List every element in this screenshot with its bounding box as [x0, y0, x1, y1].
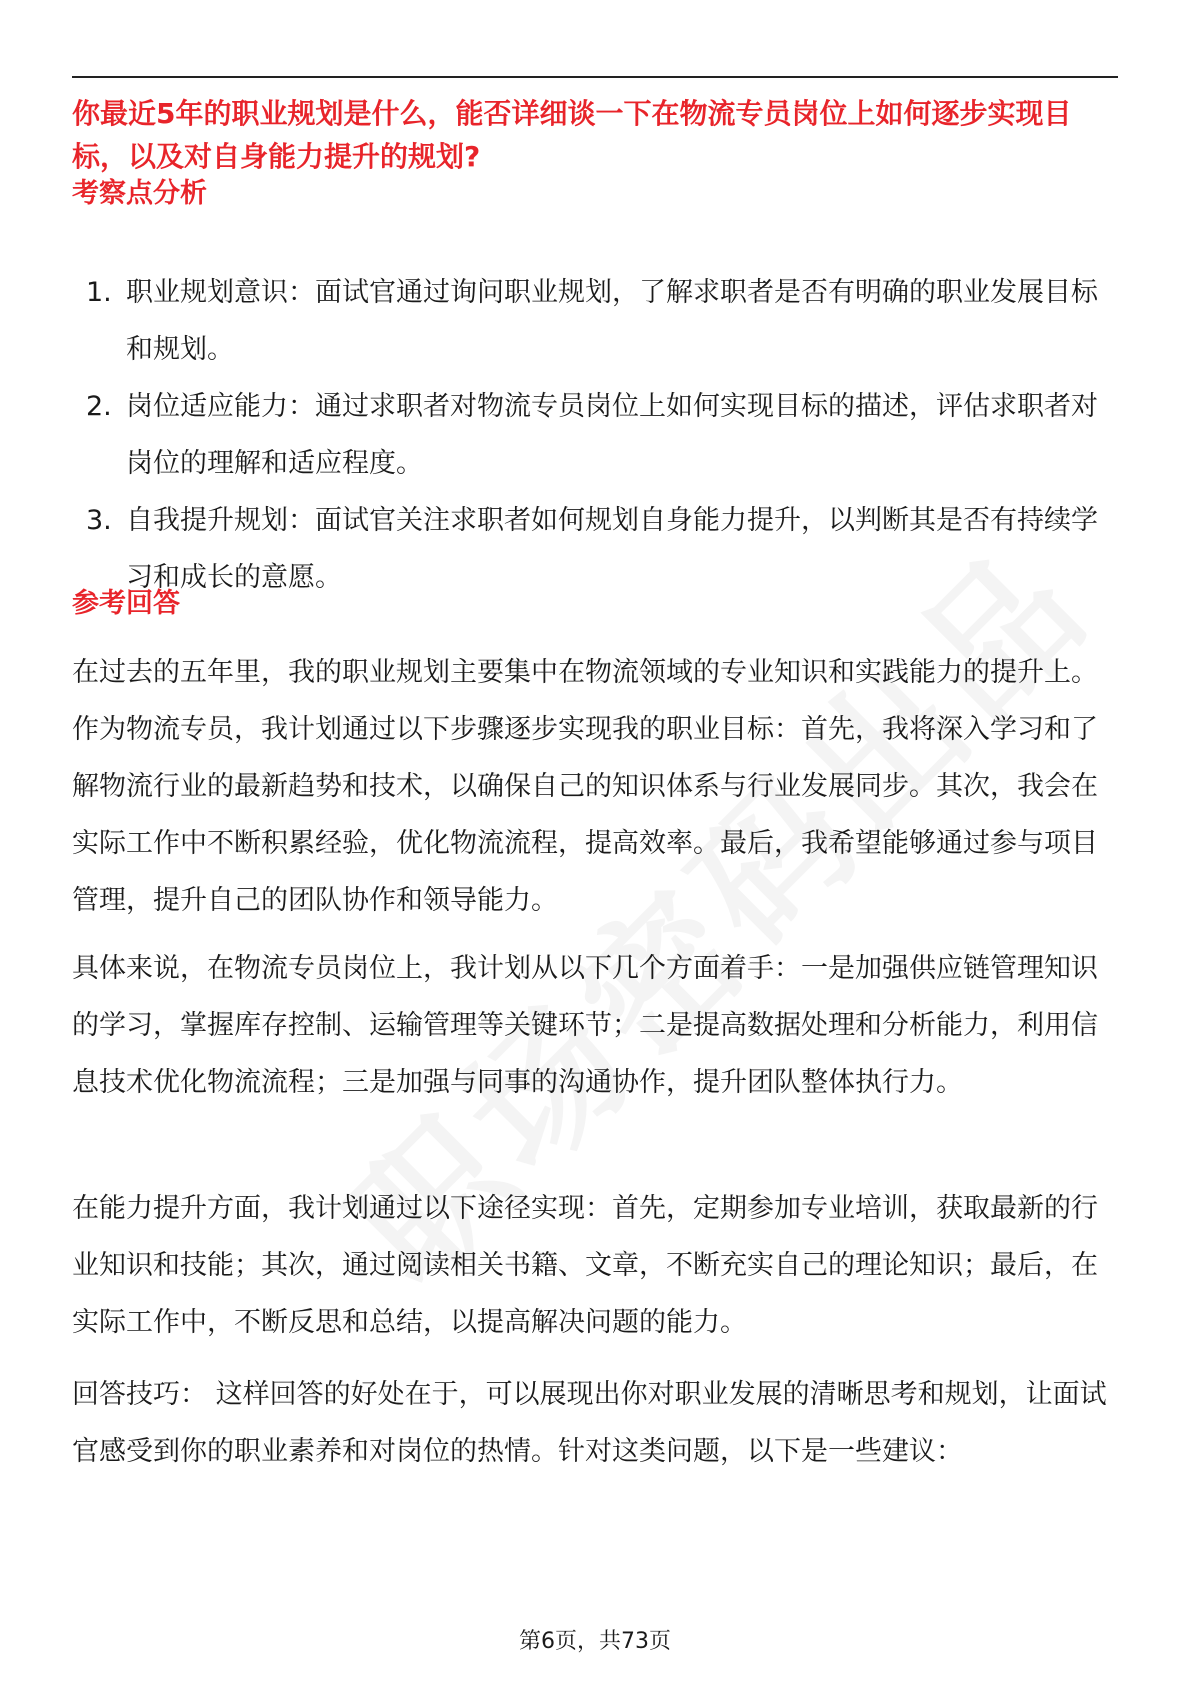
list-item-text: 自我提升规划：面试官关注求职者如何规划自身能力提升，以判断其是否有持续学习和成长的意愿。: [126, 505, 1098, 593]
answer-paragraph: 具体来说，在物流专员岗位上，我计划从以下几个方面着手：一是加强供应链管理知识的学习，掌握库存控制、运输管理等关键环节；二是提高数据处理和分析能力，利用信息技术优化物流流程；三是加强与同事的沟通协作，提升团队整体执行力。: [72, 953, 1098, 1098]
question-title: 你最近5年的职业规划是什么，能否详细谈一下在物流专员岗位上如何逐步实现目标，以及对自身能力提升的规划?: [72, 97, 1072, 173]
list-number: 2.: [86, 391, 112, 422]
answer-tips-paragraph: 回答技巧： 这样回答的好处在于，可以展现出你对职业发展的清晰思考和规划，让面试官感受到你的职业素养和对岗位的热情。针对这类问题，以下是一些建议：: [72, 1379, 1107, 1467]
list-number: 3.: [86, 505, 112, 536]
list-item: [72, 378, 1118, 492]
answer-paragraph: 在能力提升方面，我计划通过以下途径实现：首先，定期参加专业培训，获取最新的行业知识和技能；其次，通过阅读相关书籍、文章，不断充实自己的理论知识；最后，在实际工作中，不断反思和总结，以提高解决问题的能力。: [72, 1193, 1098, 1338]
page-number: 第6页，共73页: [519, 1629, 671, 1654]
answer-paragraph: 在过去的五年里，我的职业规划主要集中在物流领域的专业知识和实践能力的提升上。作为物流专员，我计划通过以下步骤逐步实现我的职业目标：首先，我将深入学习和了解物流行业的最新趋势和技术，以确保自己的知识体系与行业发展同步。其次，我会在实际工作中不断积累经验，优化物流流程，提高效率。最后，我希望能够通过参与项目管理，提升自己的团队协作和领导能力。: [72, 657, 1098, 916]
top-divider: [72, 76, 1118, 78]
list-item: [72, 492, 1118, 606]
list-item-text: 岗位适应能力：通过求职者对物流专员岗位上如何实现目标的描述，评估求职者对岗位的理解和适应程度。: [126, 391, 1098, 479]
analysis-list: [72, 264, 1118, 606]
list-item: [72, 264, 1118, 378]
list-item-text: 职业规划意识：面试官通过询问职业规划，了解求职者是否有明确的职业发展目标和规划。: [126, 277, 1098, 365]
list-number: 1.: [86, 277, 112, 308]
analysis-heading: 考察点分析: [72, 178, 207, 209]
answer-heading: 参考回答: [72, 588, 180, 619]
